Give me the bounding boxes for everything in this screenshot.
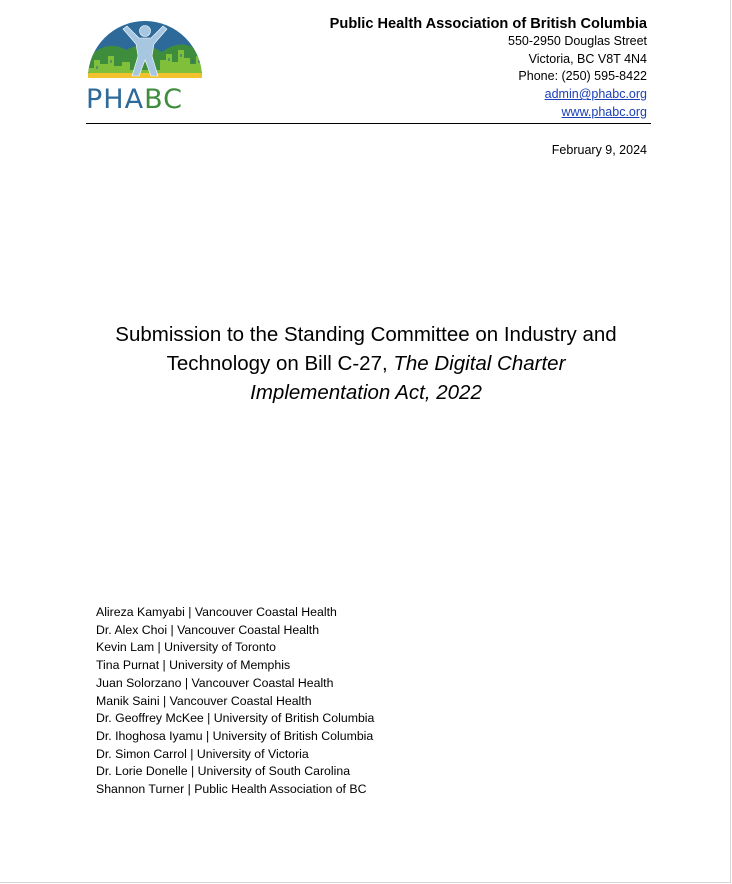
author-item: Dr. Simon Carrol | University of Victoria <box>96 746 309 761</box>
author-item: Dr. Geoffrey McKee | University of British Columbia <box>96 711 375 726</box>
author-item: Kevin Lam | University of Toronto <box>96 640 276 655</box>
title-line-2 <box>60 349 672 378</box>
website-link[interactable]: www.phabc.org <box>561 104 647 119</box>
title-line-3 <box>60 378 672 407</box>
logo-emblem-icon <box>86 20 204 82</box>
title-line-2-plain: Technology on Bill C-27, <box>166 352 394 375</box>
logo-wordmark <box>86 84 204 115</box>
phabc-logo <box>86 20 204 120</box>
author-item: Alireza Kamyabi | Vancouver Coastal Health <box>96 605 337 619</box>
author-list <box>96 604 374 799</box>
address-line-1: 550-2950 Douglas Street <box>508 34 647 48</box>
author-item: Dr. Lorie Donelle | University of South Carolina <box>96 764 351 779</box>
organization-contact-block <box>330 15 647 122</box>
title-line-2-italic: The Digital Charter <box>393 352 566 375</box>
email-link[interactable]: admin@phabc.org <box>544 87 647 102</box>
address-line-2: Victoria, BC V8T 4N4 <box>528 51 647 66</box>
author-item: Dr. Ihoghosa Iyamu | University of British Columbia <box>96 728 374 743</box>
author-item: Dr. Alex Choi | Vancouver Coastal Health <box>96 622 320 637</box>
organization-name: Public Health Association of British Columbia <box>329 16 647 32</box>
title-line-1: Submission to the Standing Committee on Industry and <box>115 323 617 346</box>
author-item: Tina Purnat | University of Memphis <box>96 658 291 673</box>
author-item: Shannon Turner | Public Health Association of BC <box>96 782 367 797</box>
logo-text-bc: BC <box>144 84 183 115</box>
author-item: Manik Saini | Vancouver Coastal Health <box>96 693 312 708</box>
header-divider <box>86 123 651 124</box>
phone-number: Phone: (250) 595-8422 <box>518 69 647 84</box>
logo-text-pha: PHA <box>86 84 145 115</box>
author-item: Juan Solorzano | Vancouver Coastal Health <box>96 675 334 690</box>
document-title <box>60 320 672 407</box>
document-date: February 9, 2024 <box>551 143 647 157</box>
title-line-3-italic: Implementation Act, 2022 <box>250 381 482 404</box>
